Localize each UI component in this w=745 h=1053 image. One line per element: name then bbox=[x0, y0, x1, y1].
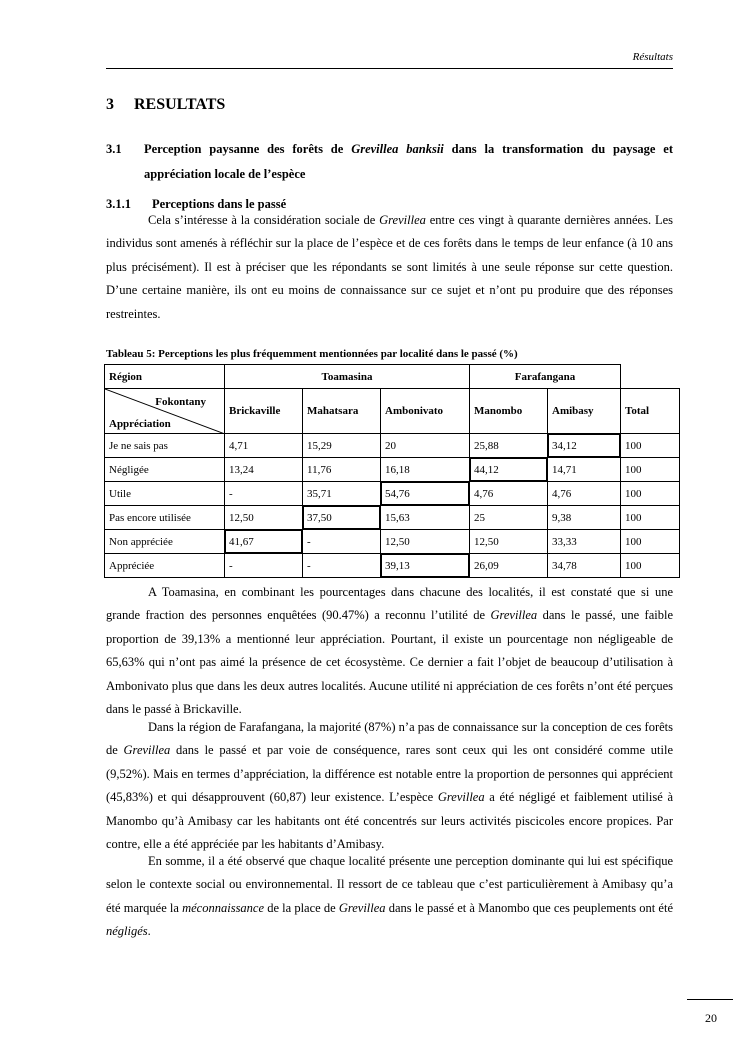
table-cell: 39,13 bbox=[381, 554, 470, 578]
column-header: Brickaville bbox=[225, 389, 303, 434]
table-cell: 41,67 bbox=[225, 530, 303, 554]
text-run: entre ces vingt à quarante dernières années. Les individus sont amenés à réfléchir sur la place de l’espèce et de ces forêts dans le temps de leur enfance (à 10 ans plus précisément). Il est à préciser que les répondants se sont limités à une seule réponse sur cette question. D’une certaine manière, ils ont eu moins de connaissance sur ce sujet et n’ont pu produire que des réponses restreintes. bbox=[106, 213, 673, 321]
table-cell: 100 bbox=[621, 506, 680, 530]
column-header: Mahatsara bbox=[303, 389, 381, 434]
footer-rule bbox=[687, 999, 733, 1000]
table-cell: 100 bbox=[621, 458, 680, 482]
table-row bbox=[105, 506, 680, 530]
text-run: dans le passé, une faible proportion de 39,13% a mentionné leur appréciation. Pourtant, il existe un pourcentage non négligeable de 65,63% qui n’ont pas aimé la présence de cet écosystème. Ce dernier a fait l’objet de beaucoup d’utilisation à Ambonivato plus que dans les deux autres localités. Aucune utilité ni appréciation de ces forêts n’ont été perçues dans le passé à Brickaville. bbox=[106, 608, 674, 717]
table-cell: 13,24 bbox=[225, 458, 303, 482]
text-run-italic: Grevillea bbox=[437, 790, 485, 805]
table-cell: 15,29 bbox=[303, 434, 381, 458]
diagonal-header-cell bbox=[105, 389, 225, 434]
table-row bbox=[105, 434, 680, 458]
table-cell: - bbox=[303, 530, 381, 554]
table-header-regions bbox=[105, 365, 680, 389]
fokontany-label: Fokontany bbox=[155, 396, 206, 408]
table-cell: 4,76 bbox=[470, 482, 548, 506]
table-cell: 16,18 bbox=[381, 458, 470, 482]
table-cell: 100 bbox=[621, 530, 680, 554]
section-title: RESULTATS bbox=[134, 96, 226, 113]
section-heading bbox=[106, 96, 225, 114]
paragraph-summary bbox=[106, 850, 673, 944]
table-row bbox=[105, 482, 680, 506]
table-row bbox=[105, 554, 680, 578]
table-cell: 34,78 bbox=[548, 554, 621, 578]
text-run-italic: Grevillea bbox=[123, 743, 171, 758]
appreciation-label: Appréciation bbox=[109, 418, 171, 430]
table-cell: 33,33 bbox=[548, 530, 621, 554]
table-cell: 15,63 bbox=[381, 506, 470, 530]
table-cell: 25 bbox=[470, 506, 548, 530]
table-row bbox=[105, 458, 680, 482]
table-cell: 25,88 bbox=[470, 434, 548, 458]
text-run-italic: négligés bbox=[106, 924, 148, 939]
table-cell: 14,71 bbox=[548, 458, 621, 482]
row-label: Négligée bbox=[105, 458, 225, 482]
table-cell: 26,09 bbox=[470, 554, 548, 578]
table-cell: 9,38 bbox=[548, 506, 621, 530]
table-caption: Tableau 5: Perceptions les plus fréquemment mentionnées par localité dans le passé (%) bbox=[106, 348, 518, 360]
subsection-number: 3.1 bbox=[106, 142, 122, 156]
subsection-title-part: dans la transformation du paysage et appréciation locale de l’espèce bbox=[144, 142, 673, 181]
column-header: Manombo bbox=[470, 389, 548, 434]
text-run: de la place de bbox=[264, 900, 339, 915]
column-header: Amibasy bbox=[548, 389, 621, 434]
header-rule bbox=[106, 68, 673, 69]
paragraph-toamasina bbox=[106, 581, 673, 721]
table-cell: 37,50 bbox=[303, 506, 381, 530]
subsubsection-number: 3.1.1 bbox=[106, 197, 131, 211]
column-header: Ambonivato bbox=[381, 389, 470, 434]
page-number: 20 bbox=[705, 1011, 717, 1025]
table-cell: - bbox=[225, 482, 303, 506]
row-label: Je ne sais pas bbox=[105, 434, 225, 458]
table-cell: 44,12 bbox=[470, 458, 548, 482]
table-cell: 100 bbox=[621, 434, 680, 458]
row-label: Pas encore utilisée bbox=[105, 506, 225, 530]
subsection-title-species: Grevillea banksii bbox=[351, 142, 444, 156]
text-run: Dans la région de Farafangana, la majorité (87%) n’a pas de connaissance sur la conception de ces forêts de bbox=[106, 720, 673, 758]
text-run-italic: méconnaissance bbox=[182, 900, 265, 915]
table-cell: 12,50 bbox=[381, 530, 470, 554]
section-number: 3 bbox=[106, 96, 114, 113]
table-cell: 4,76 bbox=[548, 482, 621, 506]
text-run: En somme, il a été observé que chaque localité présente une perception dominante qui lui est spécifique selon le contexte social ou environnemental. Il ressort de ce tableau que c’est particulièrement à Amibasy qu’a été marquée la bbox=[106, 854, 673, 915]
subsection-heading bbox=[106, 137, 673, 187]
subsection-title bbox=[144, 137, 673, 187]
region-farafangana: Farafangana bbox=[470, 365, 621, 389]
table-cell: 34,12 bbox=[548, 434, 621, 458]
table-header-columns bbox=[105, 389, 680, 434]
perceptions-table bbox=[104, 364, 680, 578]
region-toamasina: Toamasina bbox=[225, 365, 470, 389]
region-label: Région bbox=[105, 365, 225, 389]
table-cell: 11,76 bbox=[303, 458, 381, 482]
text-run-italic: Grevillea bbox=[338, 900, 386, 915]
subsubsection-title: Perceptions dans le passé bbox=[152, 197, 287, 211]
text-run: A Toamasina, en combinant les pourcentages dans chacune des localités, il est constaté que si une grande fraction des personnes enquêtées (90.47%) a reconnu l’utilité de bbox=[106, 585, 673, 623]
table-cell: 100 bbox=[621, 482, 680, 506]
table-cell: 20 bbox=[381, 434, 470, 458]
text-run: dans le passé et par voie de conséquence, rares sont ceux qui les ont considéré comme utile (9,52%). Mais en termes d’appréciation, la différence est notable entre la proportion de personnes qui apprécient (45,83%) et qui désapprouvent (60,87) leur existence. L’espèce bbox=[106, 743, 673, 805]
table-cell: 35,71 bbox=[303, 482, 381, 506]
text-run: a été négligé et faiblement utilisé à Manombo qu’à Amibasy car les habitants ont été concentrés sur leurs activités piscicoles encore propices. Par contre, elle a été appréciée par les habitants d’Amibasy. bbox=[106, 790, 673, 852]
subsection-title-part: Perception paysanne des forêts de bbox=[144, 142, 352, 156]
paragraph-farafangana bbox=[106, 716, 673, 856]
table-cell: - bbox=[225, 554, 303, 578]
table-cell: 100 bbox=[621, 554, 680, 578]
column-header: Total bbox=[621, 389, 680, 434]
empty-cell bbox=[621, 365, 680, 389]
row-label: Appréciée bbox=[105, 554, 225, 578]
table-cell: 54,76 bbox=[381, 482, 470, 506]
table-cell: - bbox=[303, 554, 381, 578]
table-cell: 4,71 bbox=[225, 434, 303, 458]
running-header: Résultats bbox=[632, 51, 673, 63]
table-cell: 12,50 bbox=[470, 530, 548, 554]
table-row bbox=[105, 530, 680, 554]
text-run: Cela s’intéresse à la considération sociale de bbox=[148, 213, 380, 227]
text-run-italic: Grevillea bbox=[490, 608, 538, 623]
text-run-italic: Grevillea bbox=[379, 213, 426, 227]
row-label: Utile bbox=[105, 482, 225, 506]
text-run: . bbox=[147, 924, 151, 939]
row-label: Non appréciée bbox=[105, 530, 225, 554]
table-cell: 12,50 bbox=[225, 506, 303, 530]
paragraph-intro bbox=[106, 209, 673, 326]
text-run: dans le passé et à Manombo que ces peuplements ont été bbox=[385, 900, 674, 915]
